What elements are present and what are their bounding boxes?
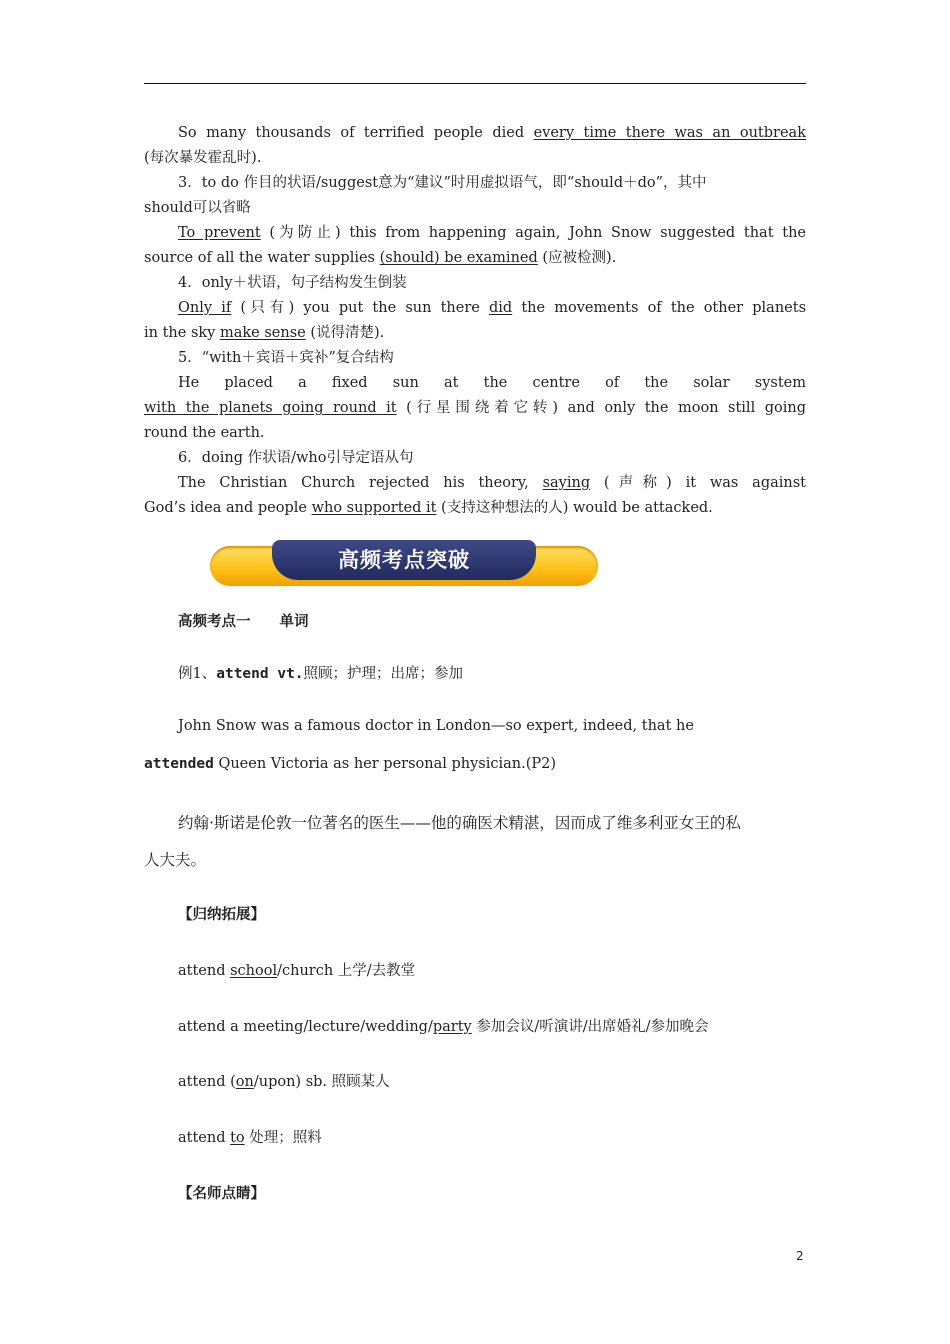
- example-5-line1: He placed a fixed sun at the centre of the solar system: [178, 375, 806, 391]
- text: 处理；照料: [244, 1130, 322, 1146]
- underlined-answer: make sense: [219, 325, 306, 341]
- example-3-line2: [144, 246, 806, 271]
- text: (行星围绕着它转) and only the moon still going: [396, 400, 806, 416]
- highlighted-word: attended: [144, 756, 214, 772]
- underlined-answer: school: [230, 963, 278, 979]
- underlined-answer: with the planets going round it: [144, 400, 397, 416]
- note-6: 6．doing 作状语/who引导定语从句: [178, 450, 414, 466]
- note-4: 4．only＋状语，句子结构发生倒装: [178, 275, 407, 291]
- banner-title: 高频考点突破: [338, 548, 470, 572]
- text: God’s idea and people: [144, 500, 312, 516]
- header-rule: [144, 83, 806, 84]
- example-5-line3: round the earth.: [144, 425, 265, 441]
- example-sentence-line1: John Snow was a famous doctor in London—so expert, indeed, that he: [178, 718, 694, 734]
- underlined-answer: party: [432, 1019, 472, 1035]
- text: 参加会议/听演讲/出席婚礼/参加晚会: [471, 1019, 709, 1035]
- example-6-line2: [144, 496, 806, 521]
- underlined-answer: did: [489, 300, 513, 316]
- underlined-answer: Only if: [178, 300, 232, 316]
- translation-line1: 约翰·斯诺是伦敦一位著名的医生——他的确医术精湛，因而成了维多利亚女王的私: [178, 814, 741, 832]
- underlined-answer: (should) be examined: [379, 250, 538, 266]
- text: source of all the water supplies: [144, 250, 380, 266]
- example-3-line1: [144, 221, 806, 246]
- text: (声称) it was against: [590, 475, 806, 491]
- p1-line1: [144, 121, 806, 146]
- text: So many thousands of terrified people died: [178, 125, 534, 141]
- example-4-line2: [144, 321, 806, 346]
- phrase-1: [178, 959, 840, 980]
- underlined-answer: saying: [542, 475, 591, 491]
- example-1-line: [178, 662, 840, 683]
- p1-line2: (每次暴发霍乱时).: [144, 150, 262, 166]
- text: (说得清楚).: [305, 325, 385, 341]
- underlined-answer: who supported it: [311, 500, 437, 516]
- text: (只有) you put the sun there: [231, 300, 489, 316]
- underlined-answer: every time there was an outbreak: [533, 125, 806, 141]
- section-banner: [210, 540, 600, 588]
- note-3-line2: should可以省略: [144, 200, 251, 216]
- text: (为防止) this from happening again, John Snow suggested that the: [260, 225, 806, 241]
- phrase-2: [178, 1015, 840, 1036]
- tips-heading: 【名师点睛】: [178, 1185, 265, 1202]
- section-heading: 高频考点一 单词: [178, 613, 309, 630]
- phrase-4: [178, 1126, 840, 1147]
- text: attend: [178, 1130, 231, 1146]
- text: (支持这种想法的人) would be attacked.: [436, 500, 713, 516]
- text: attend (: [178, 1074, 236, 1090]
- text: The Christian Church rejected his theory,: [178, 475, 543, 491]
- phrase-3: [178, 1070, 840, 1091]
- text: /upon) sb. 照顾某人: [253, 1074, 390, 1090]
- underlined-answer: to: [230, 1130, 245, 1146]
- vocab-meaning: 照顾；护理；出席；参加: [303, 666, 464, 682]
- example-6-line1: [144, 471, 806, 496]
- translation-line2: 人大夫。: [144, 851, 207, 869]
- text: Queen Victoria as her personal physician.(P2): [213, 756, 557, 772]
- text: attend: [178, 963, 231, 979]
- underlined-answer: on: [235, 1074, 254, 1090]
- text: attend a meeting/lecture/wedding/: [178, 1019, 433, 1035]
- text: in the sky: [144, 325, 220, 341]
- note-5: 5．“with＋宾语＋宾补”复合结构: [178, 350, 394, 366]
- page-number: 2: [796, 1249, 804, 1263]
- example-4-line1: [144, 296, 806, 321]
- note-3-line1: 3．to do 作目的状语/suggest意为“建议”时用虚拟语气，即“should＋do”，其中: [178, 175, 707, 191]
- vocab-word: attend vt.: [216, 666, 304, 682]
- grammar-notes: [144, 121, 806, 521]
- text: (应被检测).: [537, 250, 617, 266]
- text: the movements of the other planets: [512, 300, 807, 316]
- underlined-answer: To prevent: [178, 225, 261, 241]
- example-sentence-line2: [144, 756, 806, 772]
- example-label: 例1、: [178, 666, 217, 682]
- text: /church 上学/去教堂: [277, 963, 416, 979]
- example-5-line2: [144, 396, 806, 421]
- expand-heading: 【归纳拓展】: [178, 906, 265, 923]
